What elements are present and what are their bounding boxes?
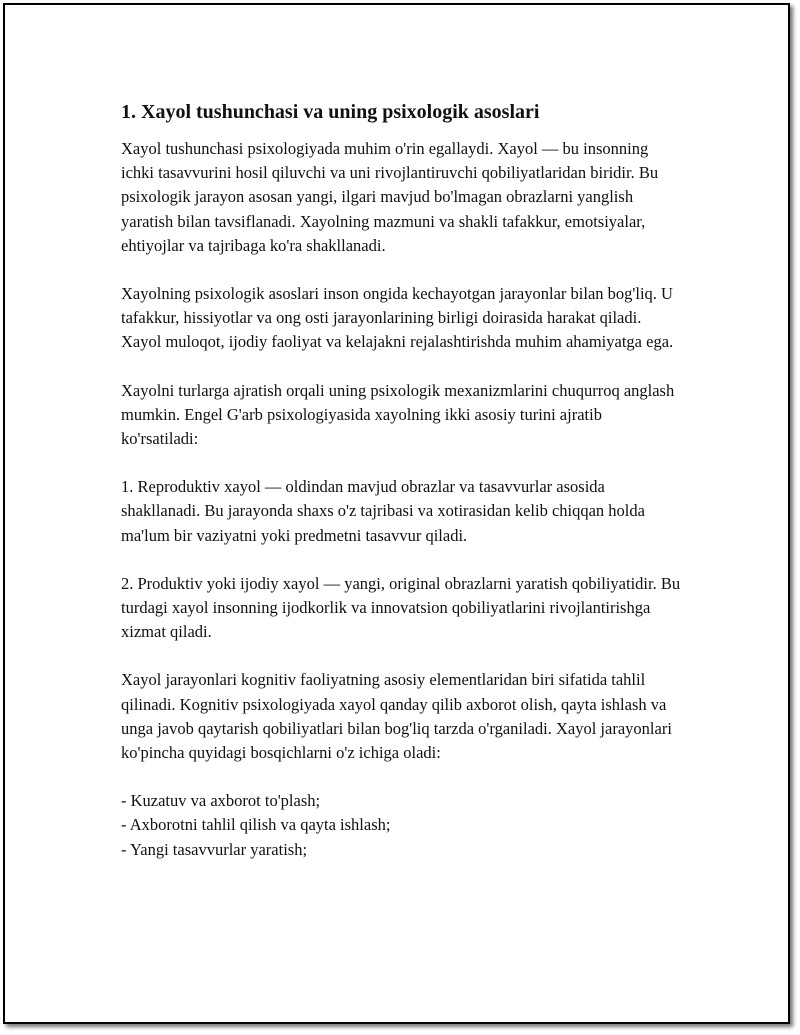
paragraph-productive: 2. Produktiv yoki ijodiy xayol — yangi, original obrazlarni yaratish qobiliyatidir. Bu turdagi xayol insonning ijodkorlik va innovatsion qobiliyatlarini rivojlantirishga xizmat qiladi. bbox=[121, 573, 681, 642]
section-heading: 1. Xayol tushunchasi va uning psixologik asoslari bbox=[121, 101, 540, 123]
paragraph-types-intro: Xayolni turlarga ajratish orqali uning psixologik mexanizmlarini chuqurroq anglash mumkin. Engel G'arb psixologiyasida xayolning ikki asosiy turini ajratib ko'rsatiladi: bbox=[121, 380, 675, 449]
document-content bbox=[121, 99, 681, 862]
paragraph-psychological-basis: Xayolning psixologik asoslari inson ongida kechayotgan jarayonlar bilan bog'liq. U tafakkur, hissiyotlar va ong osti jarayonlarining birligi doirasida harakat qiladi. Xayol muloqot, ijodiy faoliyat va kelajakni rejalashtirishda muhim ahamiyatga ega. bbox=[121, 284, 674, 352]
paragraph-intro: Xayol tushunchasi psixologiyada muhim o'rin egallaydi. Xayol — bu insonning ichki tasavvurini hosil qiluvchi va uni rivojlantiruvchi qobiliyatlaridan biridir. Bu psixologik jarayon asosan yangi, ilgari mavjud bo'lmagan obrazlarni yanglish yaratish bilan tavsiflanadi. Xayolning mazmuni va shakli tafakkur, emotsiyalar, ehtiyojlar va tajribaga ko'ra shakllanadi. bbox=[121, 139, 659, 255]
list-item: - Axborotni tahlil qilish va qayta ishlash; bbox=[121, 815, 391, 835]
stages-list bbox=[121, 789, 681, 862]
list-item: - Kuzatuv va axborot to'plash; bbox=[121, 791, 321, 811]
document-page bbox=[3, 3, 790, 1024]
list-item: - Yangi tasavvurlar yaratish; bbox=[121, 839, 308, 859]
paragraph-reproductive: 1. Reproduktiv xayol — oldindan mavjud obrazlar va tasavvurlar asosida shakllanadi. Bu jarayonda shaxs o'z tajribasi va xotirasidan kelib chiqqan holda ma'lum bir vaziyatni yoki predmetni tasavvur qiladi. bbox=[121, 477, 645, 545]
paragraph-cognitive: Xayol jarayonlari kognitiv faoliyatning asosiy elementlaridan biri sifatida tahlil qilinadi. Kognitiv psixologiyada xayol qanday qilib axborot olish, qayta ishlash va unga javob qaytarish qobiliyatlari bilan bog'liq tarzda o'rganiladi. Xayol jarayonlari ko'pincha quyidagi bosqichlarni o'z ichiga oladi: bbox=[121, 670, 672, 763]
